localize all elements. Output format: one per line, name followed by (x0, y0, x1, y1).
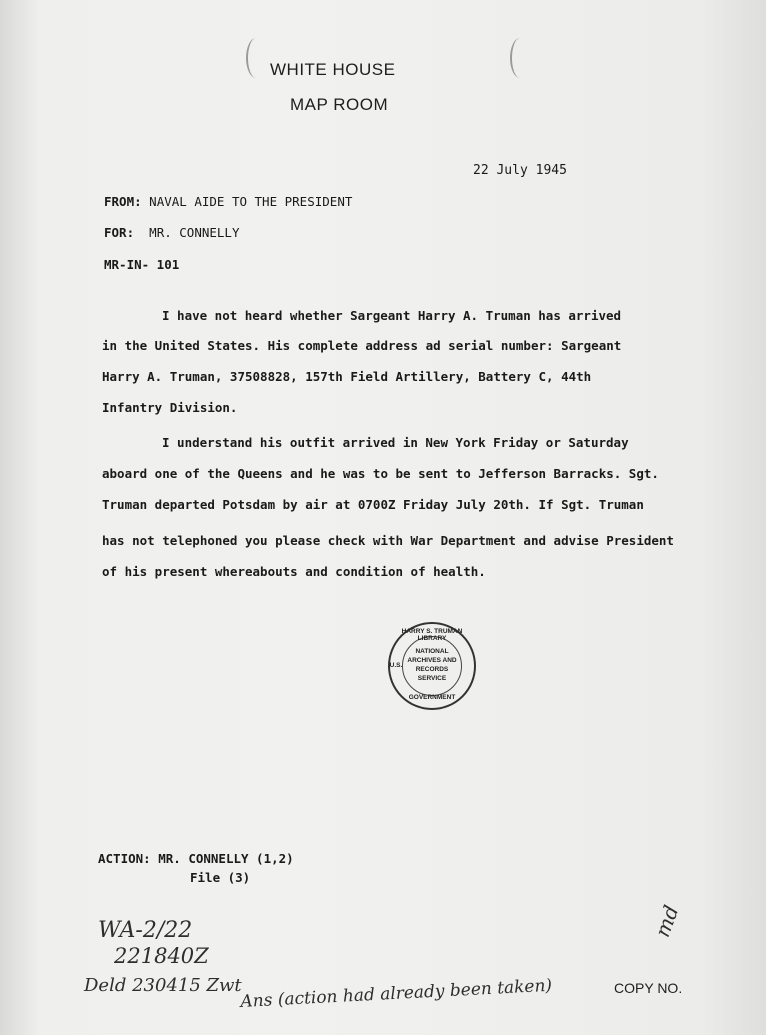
para1-line3: Harry A. Truman, 37508828, 157th Field Artillery, Battery C, 44th (102, 369, 592, 384)
handwritten-line-1: WA-2/22 (98, 918, 193, 943)
handwritten-line-4: Ans (action had already been taken) (240, 975, 553, 1012)
reference-number: MR-IN- 101 (104, 257, 180, 272)
from-line (104, 194, 352, 209)
for-label: FOR: (104, 225, 135, 240)
header-line-2: MAP ROOM (290, 95, 389, 114)
document-date: 22 July 1945 (473, 163, 567, 178)
for-value: MR. CONNELLY (149, 225, 240, 240)
punch-hole-right (510, 38, 530, 78)
para2-line2: aboard one of the Queens and he was to be sent to Jefferson Barracks. Sgt. (102, 466, 659, 481)
stamp-middle-3: RECORDS (415, 666, 449, 673)
stamp-middle-4: SERVICE (417, 675, 447, 682)
punch-hole-left (246, 38, 266, 78)
para2-line4: has not telephoned you please check with War Department and advise President (102, 533, 674, 548)
stamp-bottom-text: GOVERNMENT (408, 694, 456, 701)
stamp-middle-2: ARCHIVES AND (407, 657, 457, 664)
copy-number-label: COPY NO. (614, 980, 683, 996)
handwritten-line-2: 221840Z (114, 944, 209, 968)
para2-line1: I understand his outfit arrived in New York Friday or Saturday (162, 435, 629, 450)
para2-line5: of his present whereabouts and condition of health. (102, 564, 486, 579)
para1-line4: Infantry Division. (102, 400, 238, 415)
stamp-middle-1: NATIONAL (415, 648, 449, 655)
handwritten-initials: md (650, 902, 684, 941)
action-line (98, 851, 294, 866)
action-file: File (3) (190, 870, 251, 885)
action-value: MR. CONNELLY (1,2) (158, 851, 294, 866)
from-label: FROM: (104, 194, 142, 209)
para1-line1: I have not heard whether Sargeant Harry A. Truman has arrived (162, 308, 622, 323)
stamp-left-text: U.S. (389, 662, 403, 669)
for-line (104, 225, 239, 240)
action-label: ACTION: (98, 851, 151, 866)
header-line-1: WHITE HOUSE (270, 60, 396, 79)
from-value: NAVAL AIDE TO THE PRESIDENT (149, 194, 353, 209)
para1-line2: in the United States. His complete address ad serial number: Sargeant (102, 338, 622, 353)
handwritten-line-3: Deld 230415 Zwt (84, 975, 242, 996)
library-stamp (388, 622, 476, 710)
stamp-top-text: HARRY S. TRUMAN LIBRARY (401, 628, 463, 642)
para2-line3: Truman departed Potsdam by air at 0700Z Friday July 20th. If Sgt. Truman (102, 497, 644, 512)
